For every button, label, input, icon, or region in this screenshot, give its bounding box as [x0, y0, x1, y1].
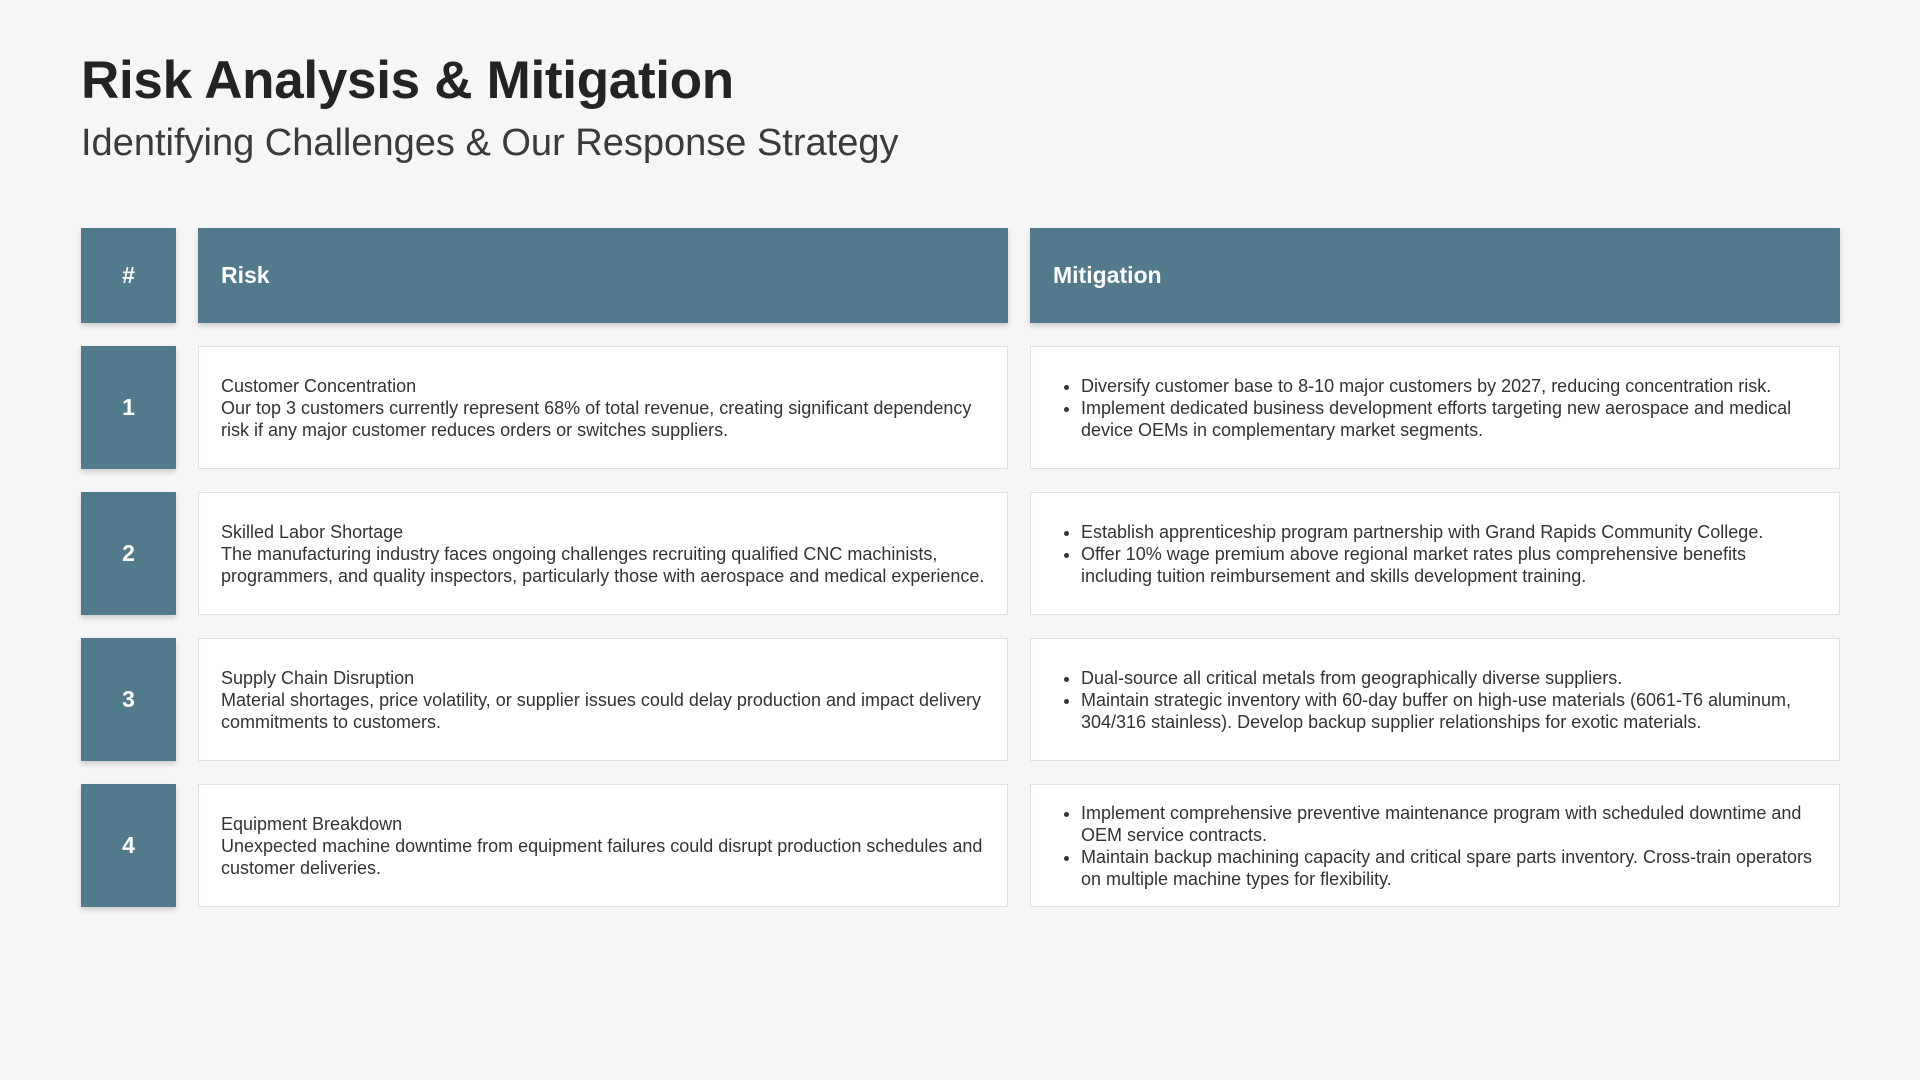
- mitigation-card: [1030, 492, 1840, 615]
- risk-description: The manufacturing industry faces ongoing challenges recruiting qualified CNC machinists, programmers, and quality inspectors, particularly those with aerospace and medical experience.: [221, 543, 985, 586]
- table-row: [81, 784, 1839, 907]
- table-row: [81, 346, 1839, 469]
- risk-card: [198, 784, 1008, 907]
- risk-description: Unexpected machine downtime from equipment failures could disrupt production schedules and customer deliveries.: [221, 835, 983, 878]
- row-number: 3: [81, 638, 176, 761]
- mitigation-item: • Establish apprenticeship program partnership with Grand Rapids Community College.: [1081, 521, 1817, 543]
- mitigation-item: • Diversify customer base to 8-10 major customers by 2027, reducing concentration risk.: [1081, 375, 1817, 397]
- mitigation-card: [1030, 638, 1840, 761]
- risk-title: Customer Concentration: [221, 375, 417, 396]
- page-title: Risk Analysis & Mitigation: [81, 51, 734, 110]
- mitigation-list: [1053, 802, 1817, 890]
- mitigation-list: [1053, 375, 1817, 441]
- risk-card: [198, 346, 1008, 469]
- mitigation-item: • Maintain strategic inventory with 60-day buffer on high-use materials (6061-T6 aluminum, 304/316 stainless). Develop backup supplier relationships for exotic materials.: [1081, 689, 1817, 733]
- mitigation-list: [1053, 521, 1817, 587]
- page-subtitle: Identifying Challenges & Our Response Strategy: [81, 122, 899, 164]
- risk-column-header: Risk: [198, 228, 1008, 323]
- row-number: 4: [81, 784, 176, 907]
- table-row: [81, 638, 1839, 761]
- risk-table: [81, 228, 1839, 930]
- mitigation-item: • Offer 10% wage premium above regional market rates plus comprehensive benefits including tuition reimbursement and skills development training.: [1081, 543, 1817, 587]
- mitigation-item: • Implement dedicated business development efforts targeting new aerospace and medical device OEMs in complementary market segments.: [1081, 397, 1817, 441]
- mitigation-card: [1030, 346, 1840, 469]
- row-number: 2: [81, 492, 176, 615]
- risk-title: Equipment Breakdown: [221, 813, 403, 834]
- mitigation-column-header: Mitigation: [1030, 228, 1840, 323]
- risk-card: [198, 492, 1008, 615]
- mitigation-item: • Implement comprehensive preventive maintenance program with scheduled downtime and OEM service contracts.: [1081, 802, 1817, 846]
- mitigation-item: • Maintain backup machining capacity and critical spare parts inventory. Cross-train operators on multiple machine types for flexibility.: [1081, 846, 1817, 890]
- risk-title: Supply Chain Disruption: [221, 667, 415, 688]
- mitigation-list: [1053, 667, 1817, 733]
- number-column-header: #: [81, 228, 176, 323]
- row-number: 1: [81, 346, 176, 469]
- mitigation-item: • Dual-source all critical metals from geographically diverse suppliers.: [1081, 667, 1817, 689]
- risk-title: Skilled Labor Shortage: [221, 521, 404, 542]
- risk-card: [198, 638, 1008, 761]
- mitigation-card: [1030, 784, 1840, 907]
- risk-description: Our top 3 customers currently represent 68% of total revenue, creating significant dependency risk if any major customer reduces orders or switches suppliers.: [221, 397, 972, 440]
- risk-description: Material shortages, price volatility, or supplier issues could delay production and impact delivery commitments to customers.: [221, 689, 982, 732]
- table-row: [81, 492, 1839, 615]
- table-header-row: [81, 228, 1839, 323]
